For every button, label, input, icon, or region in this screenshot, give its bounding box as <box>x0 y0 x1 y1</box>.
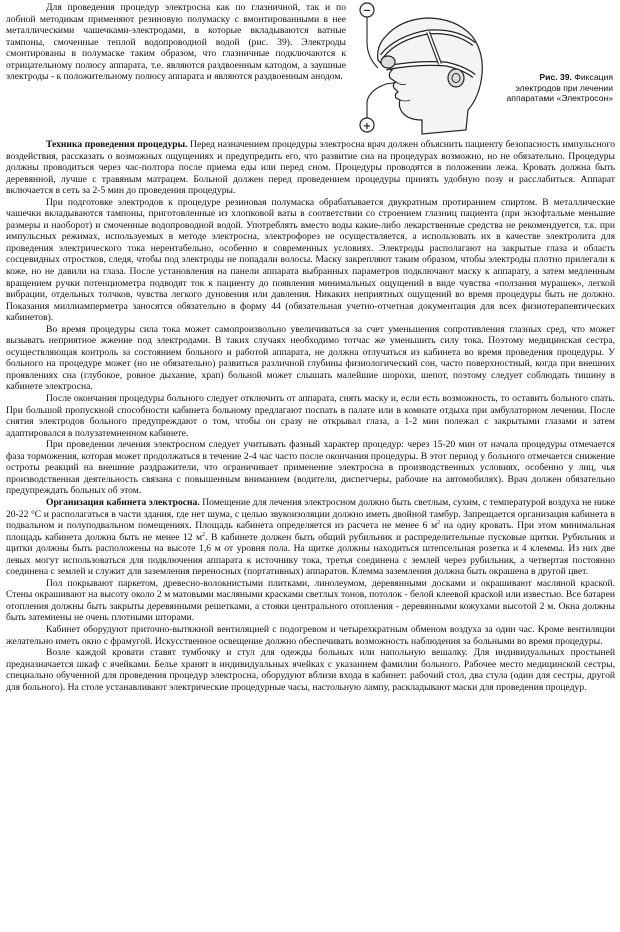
organization-heading: Организация кабинета электросна. <box>46 496 200 508</box>
paragraph-ventilation: Кабинет оборудуют приточно-вытяжной вентиляцией с подогревом и четырехкратным обменом воздуха за один час. Кроме вентиляции желательно иметь окно с фрамугой. Искусственное освещение должно обеспечивать возможность наблюдения за больными во время процедуры. <box>6 623 615 647</box>
paragraph-phases: При проведении лечения электросном следует учитывать фазный характер процедур: через 15-20 мин от начала процедуры отмечается фаза торможения, которая может продолжаться в течение 2-4 час часто после окончания процедуры. В этот период у больного отмечается снижение остроты реакций на внешние раздражители, что ограничивает применение электросна в производственных условиях, особенно у лиц, чья производственная деятельность связана с повышенным вниманием (водители, диспетчеры, рабочие на автомобилях). Врач должен обязательно предупреждать больных об этом. <box>6 439 615 497</box>
paragraph-electrodes: Для проведения процедур электросна как по глазничной, так и по лобной методикам применяют резиновую полумаску с вмонтированными в нее металлическими чашечками-электродами, в которые вкладываются ватные тампоны, смоченные теплой водопроводной водой (рис. 39). Электроды смонтированы в полумаске таким образом, что глазничные подключаются к отрицательному полюсу аппарата, т.е. являются раздвоенным катодом, а заушные электроды - к положительному полюсу аппарата и являются раздвоенным анодом. <box>6 2 346 83</box>
intro-section <box>6 2 615 139</box>
figure-caption <box>498 72 613 104</box>
organization-text-c: . В кабинете должен быть общий рубильник и распределительные пусковые щитки. Рубильник и щитки должны быть расположены на высоте 1,6 м от уровня пола. На щитке должны находиться штепсельная розетка и 4 клеммы. Из них две левых могут использоваться для подключения аппарата к источнику тока, третья соединена с землей через рубильник, а четвертая постоянно соединена с землей и служит для заземления переносных (портативных) аппаратов. Клемма заземления должна быть окрашена в другой цвет. <box>6 531 615 578</box>
square-superscript-2: 2 <box>202 531 206 538</box>
figure-39 <box>356 2 615 139</box>
figure-label: Рис. 39. <box>539 72 572 82</box>
paragraph-current-control: Во время процедуры сила тока может самопроизвольно увеличиваться за счет уменьшения сопротивления глазных сред, что может вызывать неприятное жжение под электродами. В таких случаях необходимо тотчас же уменьшить силу тока. Поэтому медицинская сестра, осуществляющая контроль за состоянием больного и работой аппарата, не должна отлучаться из кабинета во время проведения процедуры. У больного на процедуре может (но не обязательно) развиться различной глубины физиологический сон, часто поверхностный, когда при внешних проявлениях сна (глубокое, ровное дыхание, храп) больной может слышать малейшие шорохи, шепот, поэтому следует соблюдать тишину в кабинете электросна. <box>6 323 615 393</box>
paragraph-organization <box>6 497 615 578</box>
organization-text-a: Помещение для лечения электросном должно быть светлым, сухим, с температурой воздуха не ниже 20-22 °С и располагаться в части здания, где нет шума, с целью звукоизоляции должно иметь двойной тамбур. Запрещается организация кабинета в подвальном и полуподвальном помещениях. Площадь кабинета определяется из расчета не менее 6 м <box>6 496 615 532</box>
paragraph-preparation: При подготовке электродов к процедуре резиновая полумаска обрабатывается двукратным протиранием спиртом. В металлические чашечки вкладываются тампоны, приготовленные из хлопковой ваты в соответствии со строением глазниц пациента (при экзофтальме меньшие размеры и наоборот) и смоченные водопроводной водой. Употреблять вместо воды какие-либо лекарственные средства не рекомендуется, т.к. при импульсных режимах, используемых в методе электросна, электрофорез не осуществляется, а использовать их в качестве электролита для проведения электрического тока нерентабельно, особенно в современных условиях. Электроды располагают на закрытые глаза и область сосцевидных отростков, следя, чтобы под электроды не попадали волосы. Маску закрепляют таким образом, чтобы электроды плотно прилегали к коже, но не давили на глаза. После установления на панели аппарата выбранных параметров подключают маску к аппарату, а затем медленным вращением ручки потенциометра подводят ток к пациенту до появления минимальных ощущений в виде чувства «ползания мурашек», легкой вибрации, отдельных толчков, чувства легкого дуновения или давления. Никаких неприятных ощущений во время процедуры быть не должно. Показания миллиамперметра заносятся обязательно в форму 44 (обязательная учетно-отчетная документация для всех физиотерапевтических кабинетов). <box>6 196 615 324</box>
technique-text: Перед назначением процедуры электросна врач должен объяснить пациенту безопасность импульсного воздействия, рассказать о возможных ощущениях и предупредить его, что развитие сна на процедурах возможно, но не обязательно. Процедуры должны проводиться через час-полтора после приема еды или перед сном. Процедуры проводятся в положении лежа. Кровать должна быть деревянной, лучше с травяным матрацем. Больной должен перед проведением процедуры принять удобную позу и расслабиться. Аппарат включается в сеть за 2-5 мин до проведения процедуры. <box>6 139 616 197</box>
paragraph-technique <box>6 139 615 197</box>
paragraph-furniture: Возле каждой кровати ставят тумбочку и стул для одежды больных или напольную вешалку. Для индивидуальных простыней предназначается шкаф с ячейками. Белье хранят в индивидуальных ячейках с указанием фамилии больного. Рабочее место медицинской сестры, специально обученной для проведения процедур электросна, оборудуют вблизи входа в кабинет: рабочий стол, два стула (один для сестры, другой для больного). На столе устанавливают электрические процедурные часы, настольную лампу, раскладывают маски для проведения процедур. <box>6 647 615 693</box>
square-superscript-1: 2 <box>437 519 441 526</box>
paragraph-after-procedure: После окончания процедуры больного следует отключить от аппарата, снять маску и, если есть возможность, то оставить больного спать. При большой пропускной способности кабинета больному предлагают поспать в палате или в комнате отдыха при амбулаторном лечении. После снятия электродов больного предупреждают о том, чтобы он сразу не открывал глаза, а 1-2 мин полежал с закрытыми глазами и затем адаптировался в полузатемненном кабинете. <box>6 393 615 439</box>
plus-sign: + <box>362 121 372 132</box>
technique-heading: Техника проведения процедуры. <box>46 139 188 150</box>
minus-sign: − <box>362 5 372 17</box>
document-page <box>6 2 615 693</box>
paragraph-floors-walls: Пол покрывают паркетом, древесно-волокнистыми плитками, линолеумом, деревянными досками и окрашивают масляной краской. Стены окрашивают на высоту около 2 м матовыми масляными красками светлых тонов, потолок - белой клеевой краской или известью. Все батареи отопления должны быть закрыты деревянными решетками, а стояки центрального отопления - деревянными кожухами высотой 2 м. Окна должны быть затемнены не очень плотными шторами. <box>6 577 615 624</box>
figure-caption-text: Фиксация электродов при лечении аппаратами «Электросон» <box>506 72 613 104</box>
electrode-mask-illustration <box>356 2 506 139</box>
organization-text-b: на одну кровать. При этом минимальная площадь кабинета должна быть не менее 12 м <box>6 520 615 543</box>
